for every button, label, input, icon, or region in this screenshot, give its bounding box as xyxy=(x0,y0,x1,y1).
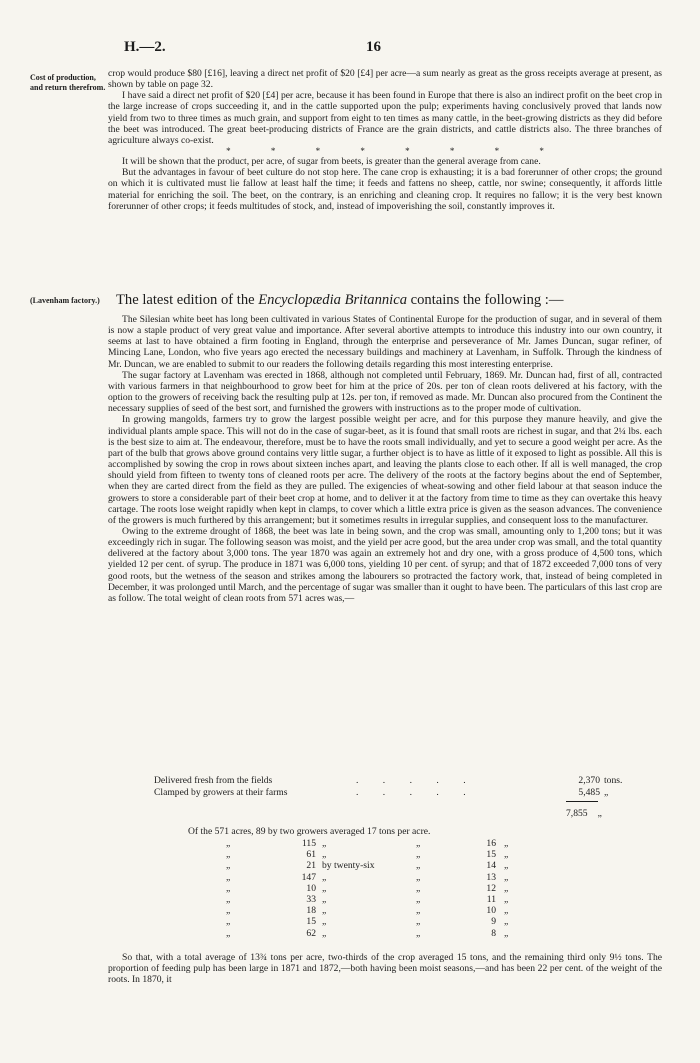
page-header-ref: H.—2. xyxy=(124,39,166,55)
ditto-mark: „ xyxy=(226,927,231,939)
acres-value: 147 xyxy=(301,871,316,883)
top-section xyxy=(108,68,662,212)
ditto-mark: „ xyxy=(416,882,421,894)
roots-amount: 2,370 xyxy=(578,775,600,786)
sum-rule xyxy=(566,801,598,802)
ditto-mark: „ xyxy=(226,871,231,883)
roots-total-unit: „ xyxy=(597,808,602,819)
leader-dots: . . . . . xyxy=(356,775,466,786)
roots-label: Delivered fresh from the fields xyxy=(154,775,273,786)
heading-before: The latest edition of the xyxy=(116,292,259,308)
tons-value: 8 xyxy=(491,927,496,939)
encyclopaedia-heading xyxy=(116,292,563,309)
tons-value: 13 xyxy=(486,871,496,883)
leader-dots: . . . . . xyxy=(356,787,466,798)
acres-value: 21 xyxy=(306,860,316,872)
ditto-mark: „ xyxy=(416,927,421,939)
paragraph: The sugar factory at Lavenham was erected in 1868, although not completed until February, 1869. Mr. Duncan had, first of all, contracted with various farmers in that neighbourhood to grow beet for him at the price of 20s. per ton of clean roots delivered at his factory, with the option to the growers of receiving back the resulting pulp at 12s. per ton, if removed as made. Mr. Duncan also procured from the Continent the necessary supplies of seed of the best sort, and furnished the growers with instructions as to the proper mode of cultivation. xyxy=(108,369,662,415)
paragraph: So that, with a total average of 13¾ tons per acre, two-thirds of the crop averaged 15 tons, and the remaining third only 9½ tons. The proportion of feeding pulp has been large in 1871 and 1872,—both having been moist seasons,—and has been 22 per cent. of the weight of the roots. In 1870, it xyxy=(108,952,662,986)
acres-table xyxy=(226,838,524,939)
ditto-mark: „ xyxy=(226,894,231,906)
acres-row xyxy=(226,905,524,916)
growers-note: „ xyxy=(322,916,327,928)
tons-value: 10 xyxy=(486,905,496,917)
growers-note: „ xyxy=(322,905,327,917)
ditto-mark: „ xyxy=(226,916,231,928)
acres-value: 115 xyxy=(301,838,316,849)
acres-row xyxy=(226,838,524,849)
acres-row xyxy=(226,916,524,927)
ditto-mark: „ xyxy=(416,916,421,928)
ditto-mark: „ xyxy=(504,849,509,861)
tons-value: 12 xyxy=(486,882,496,894)
roots-label: Clamped by growers at their farms xyxy=(154,787,288,798)
acres-row xyxy=(226,928,524,939)
margin-note-lavenham: (Lavenham factory.) xyxy=(30,296,100,305)
roots-row-fresh xyxy=(154,775,654,786)
ditto-mark: „ xyxy=(416,894,421,906)
acres-value: 33 xyxy=(306,894,316,906)
growers-note: by twenty-six xyxy=(322,860,375,872)
ditto-mark: „ xyxy=(416,871,421,883)
paragraph: In growing mangolds, farmers try to grow the largest possible weight per acre, and for this purpose they manure heavily, and give the individual plants ample space. This will not do in the case of sugar-beet, as it is found that small roots are richest in sugar, and that 2¼ lbs. each is the best size to aim at. The endeavour, therefore, must be to have the roots small individually, and yet to secure a good weight per acre. As the part of the bulb that grows above ground contains very little sugar, a further object is to have as little of it exposed to light as possible. All this is accomplished by sowing the crop in rows about sixteen inches apart, and leaving the plants close to each other. If all is well managed, the crop should yield from fifteen to twenty tons of cleaned roots per acre. The delivery of the roots at the factory begins about the end of September, when they are carted direct from the field as they are pulled. The exigencies of wheat-sowing and other field labour at that season induce the growers to store a considerable part of their beet crop at home, and to deliver it at the factory from time to time as they can overtake this heavy cartage. The roots lose weight rapidly when kept in clamps, to cover which a little extra price is given as the season advances. The convenience of the growers is much furthered by this arrangement; but it sometimes results in irregular supplies, and consequent loss to the manufacturer. xyxy=(108,414,662,526)
tons-value: 16 xyxy=(486,838,496,849)
ditto-mark: „ xyxy=(504,838,509,849)
heading-after: contains the following :— xyxy=(407,292,564,308)
growers-note: „ xyxy=(322,882,327,894)
tons-value: 15 xyxy=(486,849,496,861)
acres-value: 61 xyxy=(306,849,316,861)
ditto-mark: „ xyxy=(504,916,509,928)
ditto-mark: „ xyxy=(226,860,231,872)
ditto-mark: „ xyxy=(226,905,231,917)
page-number: 16 xyxy=(366,39,381,55)
paragraph: The Silesian white beet has long been cultivated in various States of Continental Europe for the production of sugar, and in several of them is now a staple product of very great value and importance. After several abortive attempts to introduce this industry into our own country, it seems at last to have obtained a firm footing in England, through the enterprise and perseverance of Mr. James Duncan, sugar refiner, of Mincing Lane, London, who five years ago erected the necessary buildings and machinery at Lavenham, in Suffolk. Through the kindness of Mr. Duncan, we are enabled to submit to our readers the following details regarding this most interesting enterprise. xyxy=(108,314,662,370)
acres-row xyxy=(226,894,524,905)
acres-intro: Of the 571 acres, 89 by two growers averaged 17 tons per acre. xyxy=(188,826,431,837)
paragraph: I have said a direct net profit of $20 [£4] per acre, because it has been found in Europe that there is also an indirect profit on the beet crop in the large increase of crops succeeding it, and in the cattle supported upon the pulp; experiments having conclusively proved that lands now yield from two to three times as much grain, and support from eight to ten times as many cattle, in the beet-growing districts as they did before the beet was introduced. The great beet-producing districts of France are the grain districts, and cattle districts also. The three branches of agriculture always co-exist. xyxy=(108,90,662,146)
acres-row xyxy=(226,849,524,860)
acres-value: 10 xyxy=(306,882,316,894)
roots-unit: „ xyxy=(604,787,609,798)
growers-note: „ xyxy=(322,894,327,906)
acres-value: 62 xyxy=(306,927,316,939)
acres-row xyxy=(226,872,524,883)
ditto-mark: „ xyxy=(504,894,509,906)
growers-note: „ xyxy=(322,927,327,939)
ditto-mark: „ xyxy=(416,905,421,917)
roots-unit: tons. xyxy=(604,775,623,786)
ditto-mark: „ xyxy=(504,927,509,939)
ditto-mark: „ xyxy=(416,849,421,861)
paragraph: crop would produce $80 [£16], leaving a direct net profit of $20 [£4] per acre—a sum nearly as great as the gross receipts average at present, as shown by table on page 32. xyxy=(108,68,662,91)
paragraph: But the advantages in favour of beet culture do not stop here. The cane crop is exhausting; it is a bad forerunner of other crops; the ground on which it is cultivated must lie fallow at least half the time; it feeds and fattens no sheep, cattle, nor swine; consequently, it affords little material for enriching the soil. The beet, on the contrary, is an enriching and cleaning crop. It requires no fallow; it is the very best known forerunner of other crops; it feeds multitudes of stock, and, instead of impoverishing the soil, constantly improves it. xyxy=(108,167,662,212)
ditto-mark: „ xyxy=(504,860,509,872)
roots-total-amount: 7,855 xyxy=(566,808,588,819)
ditto-mark: „ xyxy=(226,849,231,861)
tons-value: 9 xyxy=(491,916,496,928)
growers-note: „ xyxy=(322,871,327,883)
acres-value: 18 xyxy=(306,905,316,917)
acres-row xyxy=(226,883,524,894)
ditto-mark: „ xyxy=(226,838,231,849)
section-break-stars: * * * * * * * * xyxy=(226,146,544,157)
paragraph: Owing to the extreme drought of 1868, the beet was late in being sown, and the crop was small, amounting only to 1,200 tons; but it was exceedingly rich in sugar. The following season was moist, and the yield per acre good, but the area under crop was small, and the total quantity delivered at the factory about 3,000 tons. The year 1870 was again an extremely hot and dry one, with a gross produce of 4,500 tons, which yielded 12 per cent. of syrup. The produce in 1871 was 6,000 tons, yielding 10 per cent. of syrup; and that of 1872 exceeded 7,000 tons of very good roots, but the wetness of the season and strikes among the labourers so protracted the factory work, that, instead of being completed in December, it was prolonged until March, and the percentage of sugar was smaller than it ought to have been. The particulars of this last crop are as follow. The total weight of clean roots from 571 acres was,— xyxy=(108,525,662,604)
ditto-mark: „ xyxy=(504,882,509,894)
tons-value: 14 xyxy=(486,860,496,872)
roots-row-clamped xyxy=(154,787,654,798)
ditto-mark: „ xyxy=(504,905,509,917)
growers-note: „ xyxy=(322,849,327,861)
paragraph: It will be shown that the product, per acre, of sugar from beets, is greater than the general average from cane. xyxy=(122,156,541,168)
ditto-mark: „ xyxy=(226,882,231,894)
heading-title: Encyclopædia Britannica xyxy=(258,292,407,308)
roots-total xyxy=(566,808,602,819)
acres-row xyxy=(226,860,524,871)
ditto-mark: „ xyxy=(416,838,421,849)
tons-value: 11 xyxy=(486,894,496,906)
margin-note-cost: Cost of production, and return therefrom. xyxy=(30,73,106,92)
ditto-mark: „ xyxy=(504,871,509,883)
ditto-mark: „ xyxy=(416,860,421,872)
final-paragraph xyxy=(108,952,662,985)
growers-note: „ xyxy=(322,838,327,849)
lavenham-section xyxy=(108,314,662,604)
roots-amount: 5,485 xyxy=(578,787,600,798)
acres-value: 15 xyxy=(306,916,316,928)
